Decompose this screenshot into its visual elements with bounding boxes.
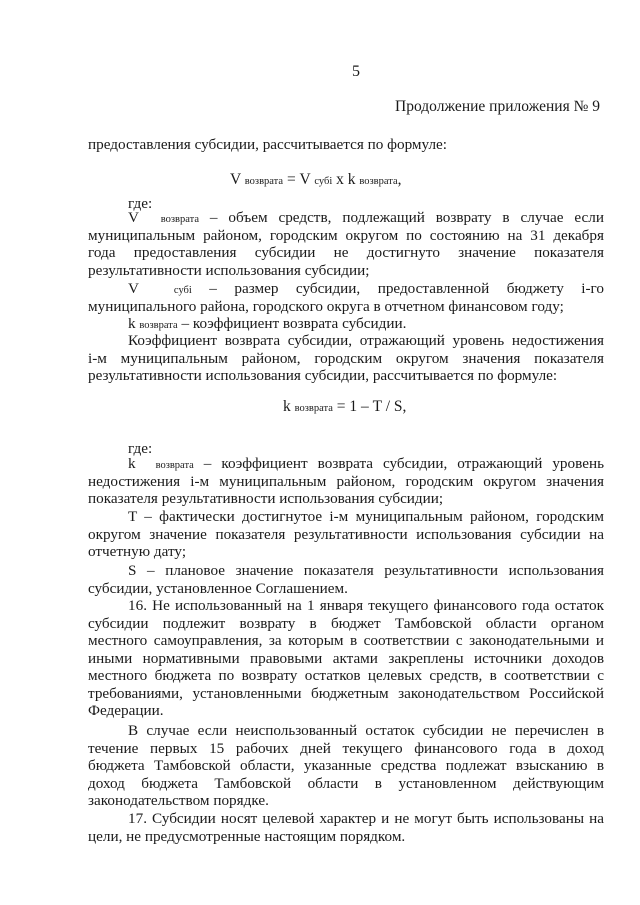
formula-symbol: V [230,171,241,188]
page-number: 5 [352,63,360,80]
definition-v-return [88,209,604,279]
text-line: недостижения i-м муниципальным районом, городским округом значения [88,472,604,490]
text-line: законодательством порядке. [88,792,269,809]
text-line: иными нормативными правовыми актами закреплены источники доходов [88,649,604,667]
text-line: бюджета Тамбовской области, указанные средства подлежат взысканию в [88,757,604,774]
text-line: отчетную дату; [88,543,187,560]
text-line: года предоставления субсидии не достигнуто значение показателя [88,244,604,261]
definition-s [88,562,604,597]
definition-k [88,315,604,333]
text-line: Федерации. [88,702,164,719]
formula-subscript: возврата [244,176,284,187]
appendix-label: Продолжение приложения № 9 [395,98,600,115]
text-line: V возврата – объем средств, подлежащий возврату в случае если [128,209,604,226]
text-line: местного самоуправления, за которым в соответствии с законодательными и [88,632,604,649]
text-line: требованиями, установленными бюджетным законодательством Российской [88,684,604,702]
formula-subscript: субi [314,176,333,187]
definition-t [88,508,604,561]
text-line: показателя результативности использования субсидии; [88,490,444,507]
text-line: течение первых 15 рабочих дней текущего финансового года в доход [88,739,604,757]
text-line: муниципальным районом, городским округом по состоянию на 31 декабря [88,226,604,244]
where-label: где: [128,440,153,457]
formula-symbol: = 1 – T / S, [332,398,407,415]
text-line: k возврата – коэффициент возврата субсидии, отражающий уровень [128,455,604,472]
where-label: где: [128,195,153,212]
text-line: Коэффициент возврата субсидии, отражающий уровень недостижения [128,332,604,349]
text-line: i-м муниципальным районом, городским округом значения показателя [88,349,604,367]
definition-v-sub [88,280,604,315]
text-line: муниципального района, городского округа в отчетном финансовом году; [88,297,564,315]
formula-symbol: x k [332,171,356,188]
text-line: В случае если неиспользованный остаток субсидии не перечислен в [128,722,604,739]
text-line: T – фактически достигнутое i-м муниципальным районом, городским [128,508,604,525]
formula-symbol: , [397,171,402,188]
text-line: цели, не предусмотренные настоящим порядком. [88,827,406,845]
text-line: 17. Субсидии носят целевой характер и не могут быть использованы на [128,810,604,827]
text-line: k возврата – коэффициент возврата субсидии. [128,315,407,332]
formula-symbol: k [283,398,291,415]
text-line: местного бюджета по возврату остатков целевых средств, в соответствии с [88,667,604,684]
paragraph-coefficient [88,332,604,385]
formula-subscript: возврата [294,403,333,414]
text-line: доход бюджета Тамбовской области в установленном действующим [88,774,604,792]
text-line: V субi – размер субсидии, предоставленной бюджету i-го [128,280,604,297]
text-line: S – плановое значение показателя результативности использования [128,562,604,579]
text-line: округом значение показателя результативности использования субсидии на [88,525,604,543]
text-line: результативности использования субсидии, рассчитывается по формуле: [88,367,558,384]
text-line: результативности использования субсидии; [88,261,370,279]
formula-subscript: возврата [359,176,398,187]
formula-symbol: = V [283,171,311,188]
text-line: 16. Не использованный на 1 января текущего финансового года остаток [128,597,604,614]
formula-v-return [230,171,402,191]
formula-k-return [283,398,406,418]
paragraph-16 [88,597,604,720]
definition-k-return [88,455,604,508]
paragraph-16-continued [88,722,604,810]
paragraph-17 [88,810,604,845]
intro-line: предоставления субсидии, рассчитывается по формуле: [88,136,448,153]
text-line: субсидии, установленное Соглашением. [88,579,348,597]
text-line: субсидии подлежит возврату в бюджет Тамбовской области органом [88,614,604,632]
